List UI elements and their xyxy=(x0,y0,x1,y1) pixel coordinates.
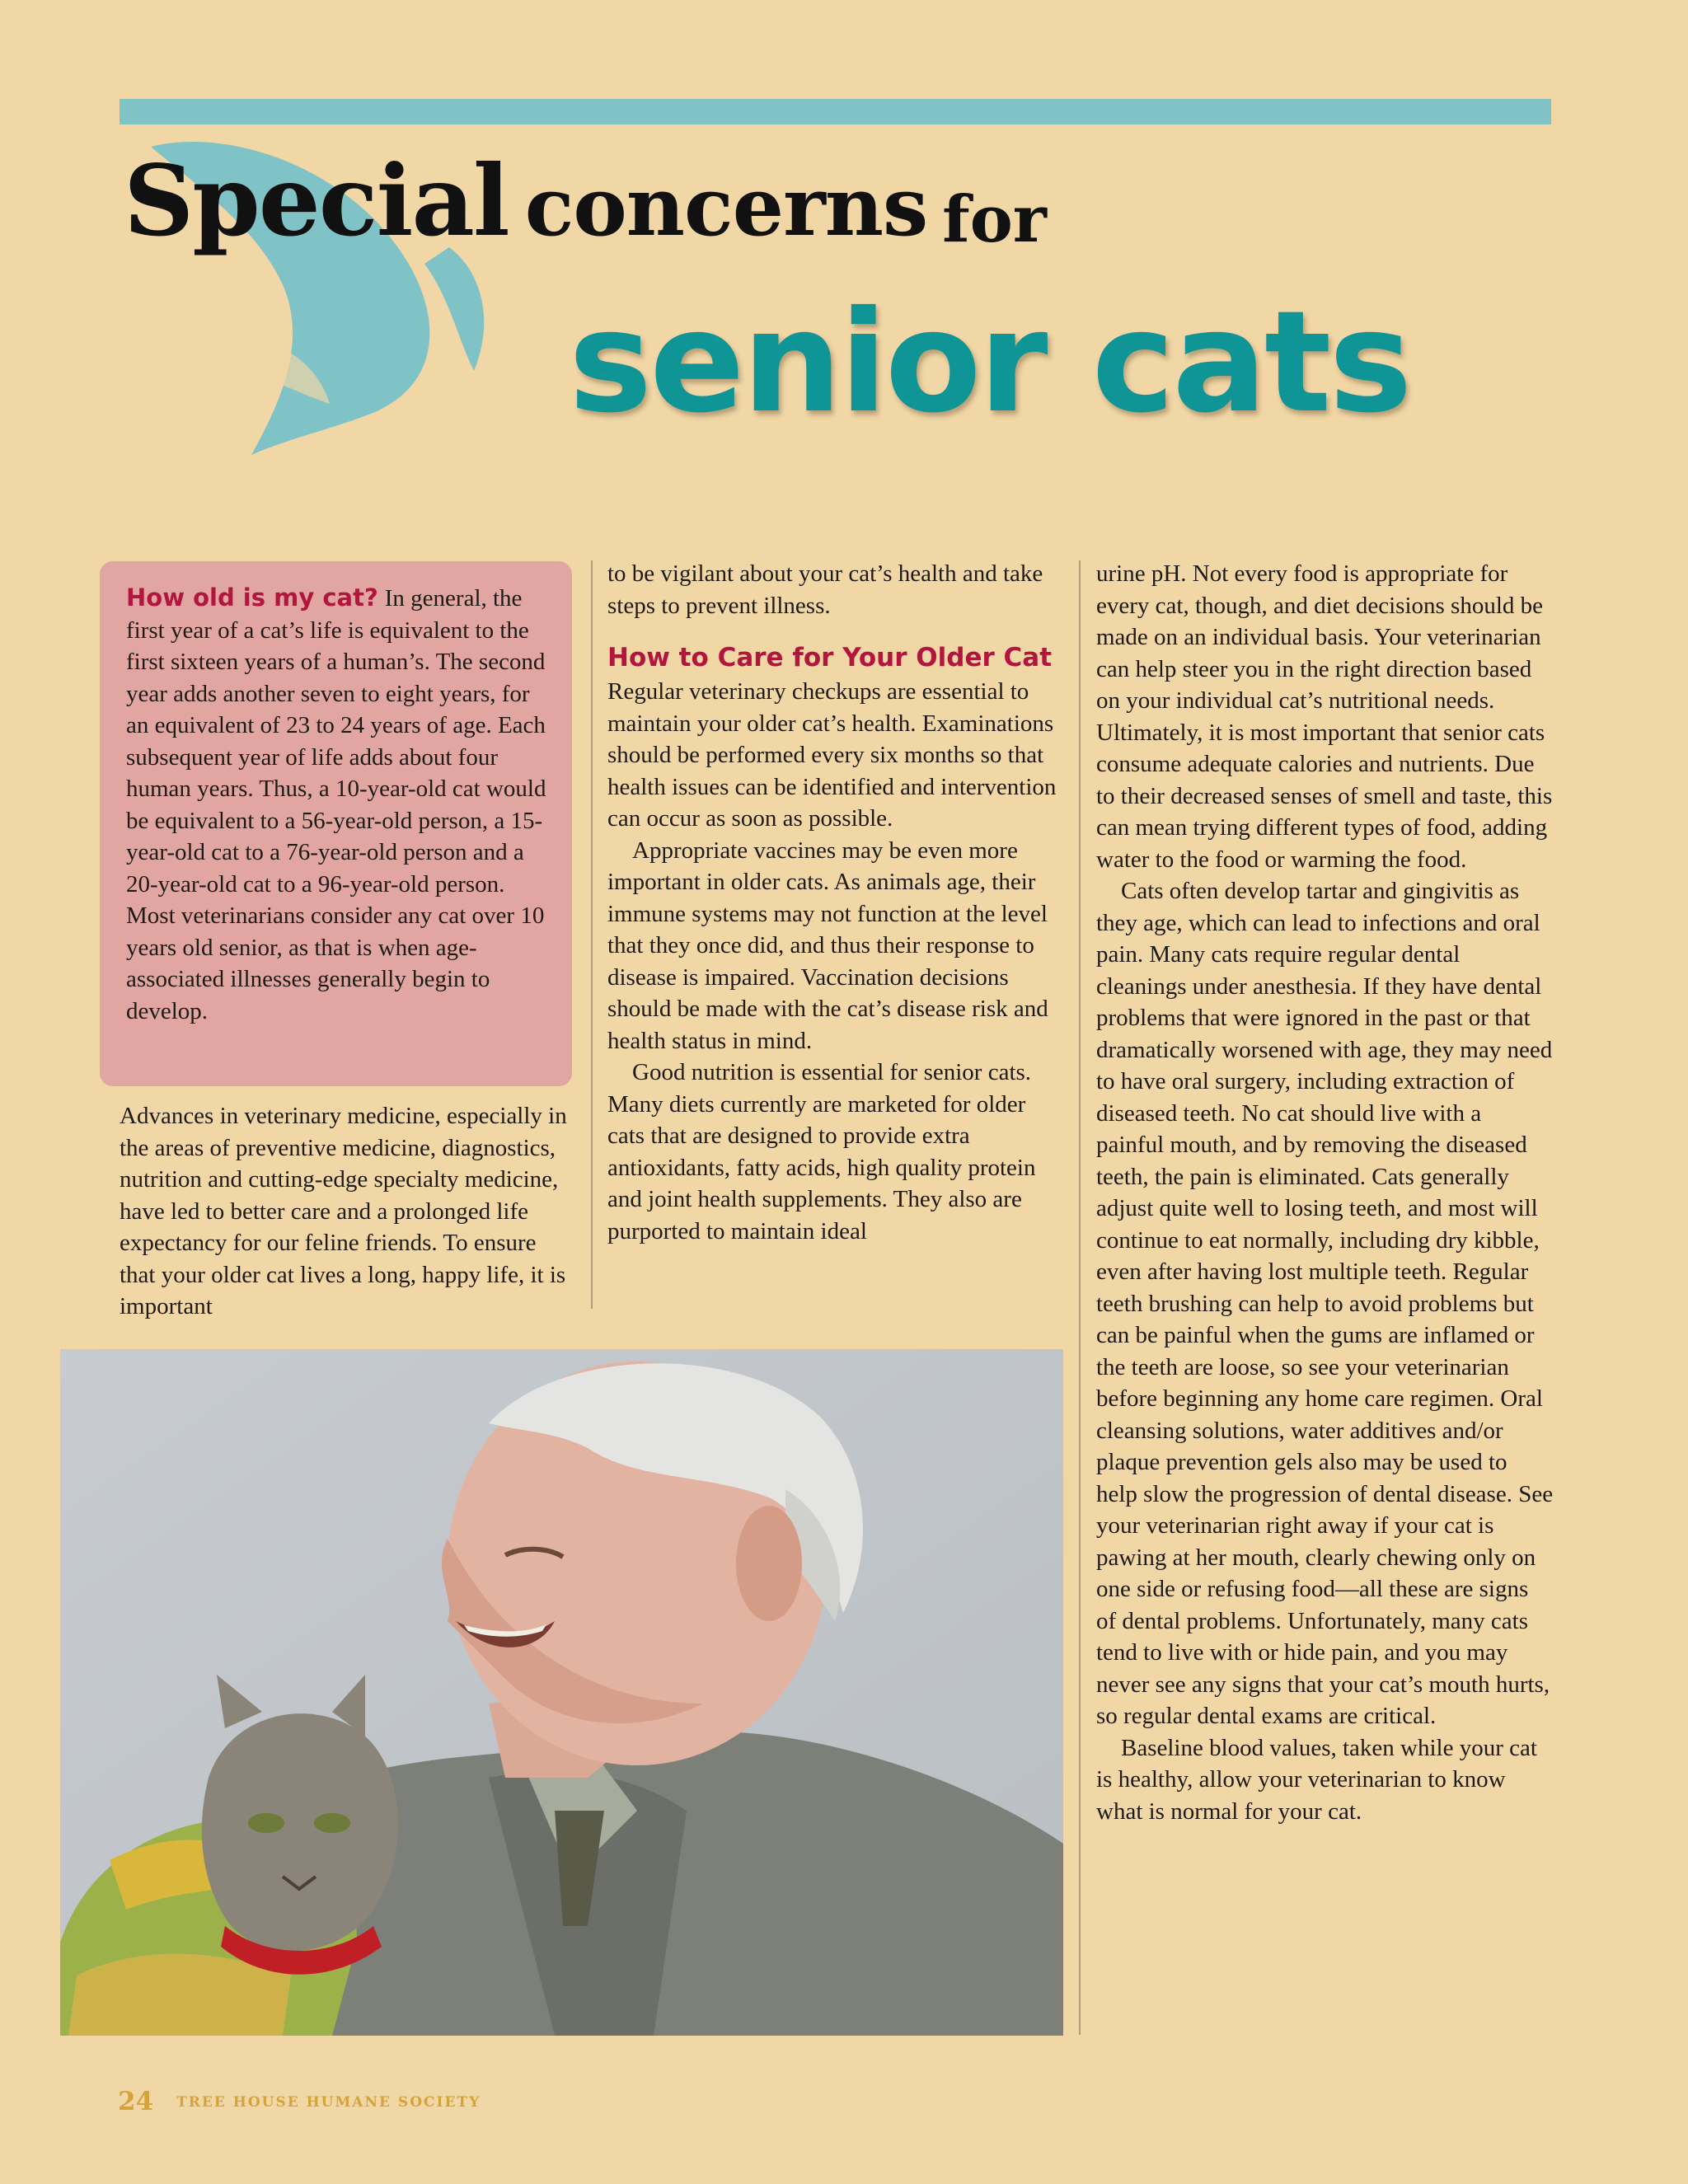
sidebar-body: In general, the first year of a cat’s life is equivalent to the first sixteen years of a human’s. The second year adds another seven to eight years, for an equivalent of 23 to 24 years of age. Each subsequent year of life adds about four human years. Thus, a 10-year-old cat would be equivalent to a 56-year-old person, a 15-year-old cat to a 76-year-old person and a 20-year-old cat to a 96-year-old person. Most veterinarians consider any cat over 10 years old senior, as that is when age-associated illnesses generally begin to develop. xyxy=(126,585,546,1024)
column-divider-2 xyxy=(1079,560,1081,2035)
photo-illustration xyxy=(60,1349,1063,2036)
title-word-for: for xyxy=(942,182,1047,257)
intro-paragraph: Advances in veterinary medicine, especially in the areas of preventive medicine, diagnostics, nutrition and cutting-edge specialty medicine, have led to better care and a prolonged life expectancy for our feline friends. To ensure that your older cat lives a long, happy life, it is important xyxy=(120,1103,567,1319)
vaccines-paragraph: Appropriate vaccines may be even more important in older cats. As animals age, their immune systems may not function at the level that they once did, and thus their response to disease is impaired. Vaccination decisions should be made with the cat’s disease risk and health status in mind. xyxy=(607,837,1048,1054)
column-2 xyxy=(607,558,1065,1247)
nutrition-continuation: urine pH. Not every food is appropriate for every cat, though, and diet decisions should be made on an individual basis. Your veterinarian can help steer you in the right direction based on your individual cat’s nutritional needs. Ultimately, it is most important that senior cats consume adequate calories and nutrients. Due to their decreased senses of smell and taste, this can mean trying different types of food, adding water to the food or warming the food. xyxy=(1096,560,1553,873)
page-number: 24 xyxy=(118,2087,154,2116)
cat-age-sidebar xyxy=(100,561,572,1086)
sidebar-heading: How old is my cat? xyxy=(126,583,378,612)
checkups-paragraph: Regular veterinary checkups are essential to maintain your older cat’s health. Examinations should be performed every six months so that health issues can be identified and intervention can occur as soon as possible. xyxy=(607,678,1057,832)
title-word-special: Special xyxy=(124,143,509,258)
page-footer xyxy=(118,2087,481,2116)
sidebar-paragraph xyxy=(126,582,547,1027)
blood-values-paragraph: Baseline blood values, taken while your cat is healthy, allow your veterinarian to know what is normal for your cat. xyxy=(1096,1734,1537,1825)
column-divider-1 xyxy=(591,560,593,1309)
title-senior-cats: senior cats xyxy=(569,281,1410,444)
section-subhead: How to Care for Your Older Cat xyxy=(607,643,1053,673)
intro-continuation: to be vigilant about your cat’s health and take steps to prevent illness. xyxy=(607,560,1043,619)
title-word-concerns: concerns xyxy=(524,160,928,255)
publication-name: TREE HOUSE HUMANE SOCIETY xyxy=(176,2094,481,2111)
title-first-line xyxy=(124,143,1047,258)
top-accent-bar xyxy=(120,99,1551,124)
column-3 xyxy=(1096,558,1554,1827)
column-1 xyxy=(120,1100,577,1323)
dental-paragraph: Cats often develop tartar and gingivitis as they age, which can lead to infections and oral pain. Many cats require regular dental cleanings under anesthesia. If they have dental problems that were ignored in the past or that dramatically worsened with age, they may need to have oral surgery, including extraction of diseased teeth. No cat should live with a painful mouth, and by removing the diseased teeth, the pain is eliminated. Cats generally adjust quite well to losing teeth, and most will continue to eat normally, including dry kibble, even after having lost multiple teeth. Regular teeth brushing can help to avoid problems but can be painful when the gums are inflamed or the teeth are loose, so see your veterinarian before beginning any home care regimen. Oral cleansing solutions, water additives and/or plaque prevention gels also may be used to help slow the progression of dental disease. See your veterinarian right away if your cat is pawing at her mouth, clearly chewing only on one side or refusing food—all these are signs of dental problems. Unfortunately, many cats tend to live with or hide pain, and you may never see any signs that your cat’s mouth hurts, so regular dental exams are critical. xyxy=(1096,878,1554,1729)
nutrition-paragraph: Good nutrition is essential for senior cats. Many diets currently are marketed for older cats that are designed to provide extra antioxidants, fatty acids, high quality protein and joint health supplements. They also are purported to maintain ideal xyxy=(607,1059,1036,1244)
man-with-cat-photo xyxy=(60,1349,1063,2036)
